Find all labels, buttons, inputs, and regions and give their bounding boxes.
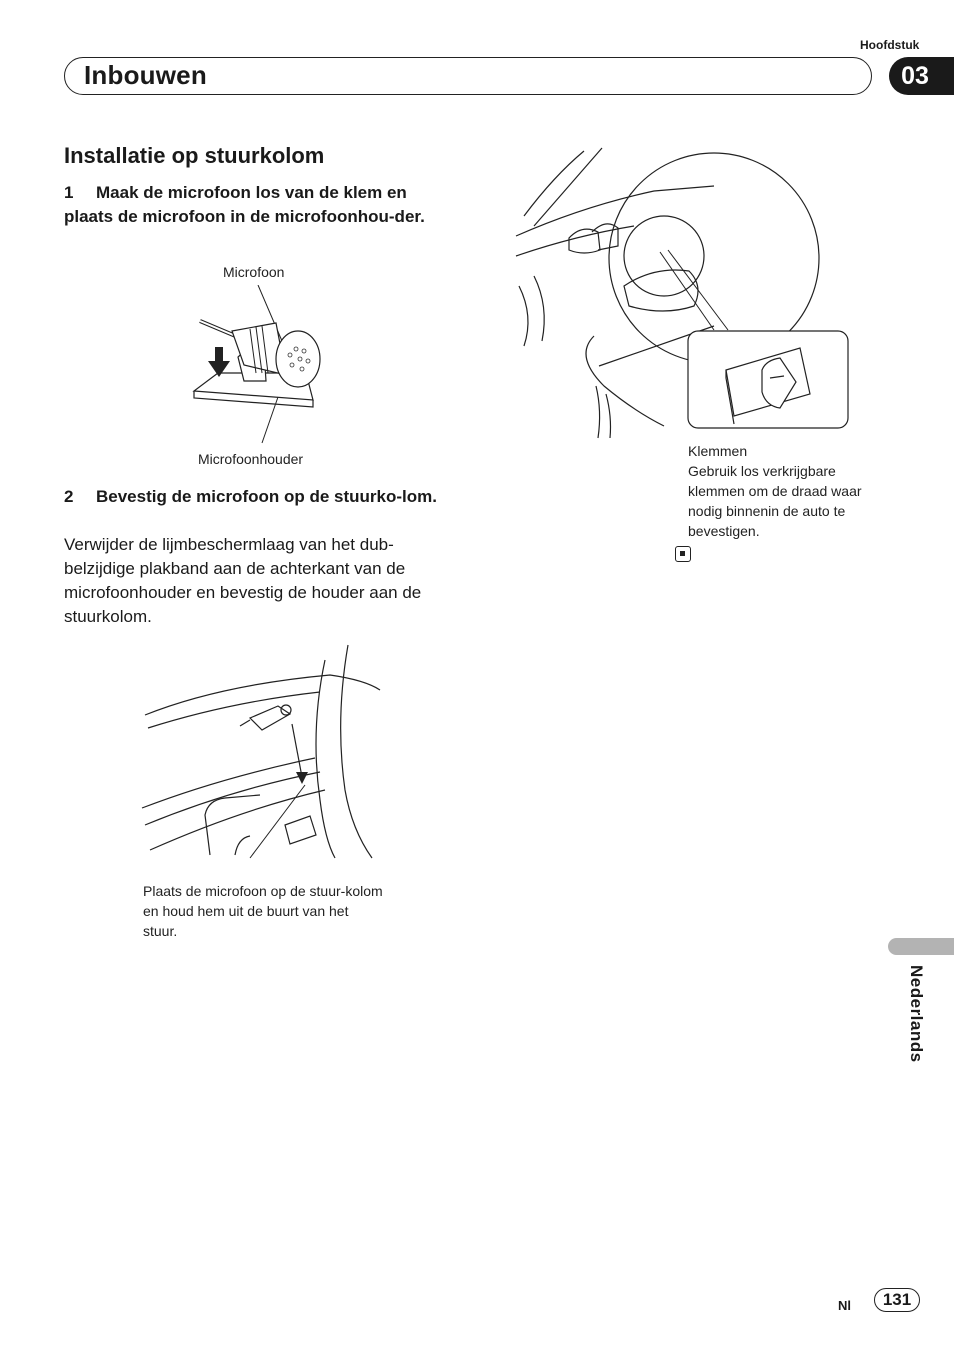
microphone-holder-illustration	[188, 285, 328, 445]
dashboard-clamp-illustration	[514, 146, 854, 441]
step-number: 1	[64, 183, 74, 202]
step-1	[64, 181, 450, 229]
step-2-body: Verwijder de lijmbeschermlaag van het dub-belzijdige plakband aan de achterkant van de microfoonhouder en bevestig de houder aan de stuurkolom.	[64, 535, 422, 626]
caption-microfoonhouder: Microfoonhouder	[198, 451, 304, 467]
caption-klemmen	[688, 441, 863, 541]
step-2	[64, 485, 450, 509]
caption-plaats: Plaats de microfoon op de stuur-kolom en houd hem uit de buurt van het stuur.	[143, 883, 383, 939]
language-tab	[888, 938, 954, 955]
page-number: 131	[874, 1288, 920, 1312]
end-of-section-icon	[675, 546, 691, 562]
caption-klemmen-title: Klemmen	[688, 443, 748, 459]
step-text: Maak de microfoon los van de klem en plaats de microfoon in de microfoonhou-der.	[64, 183, 425, 226]
steering-column-illustration	[140, 640, 385, 860]
step-text: Bevestig de microfoon op de stuurko-lom.	[96, 487, 437, 506]
chapter-number-badge: 03	[889, 57, 954, 95]
section-title: Installatie op stuurkolom	[64, 143, 325, 168]
page-title: Inbouwen	[84, 60, 207, 90]
step-number: 2	[64, 487, 74, 506]
caption-klemmen-text: Gebruik los verkrijgbare klemmen om de draad waar nodig binnenin de auto te bevestigen.	[688, 463, 862, 539]
caption-microfoon: Microfoon	[223, 264, 285, 280]
footer-language-code: Nl	[838, 1298, 851, 1313]
language-label: Nederlands	[907, 965, 926, 1063]
chapter-label: Hoofdstuk	[860, 38, 920, 52]
